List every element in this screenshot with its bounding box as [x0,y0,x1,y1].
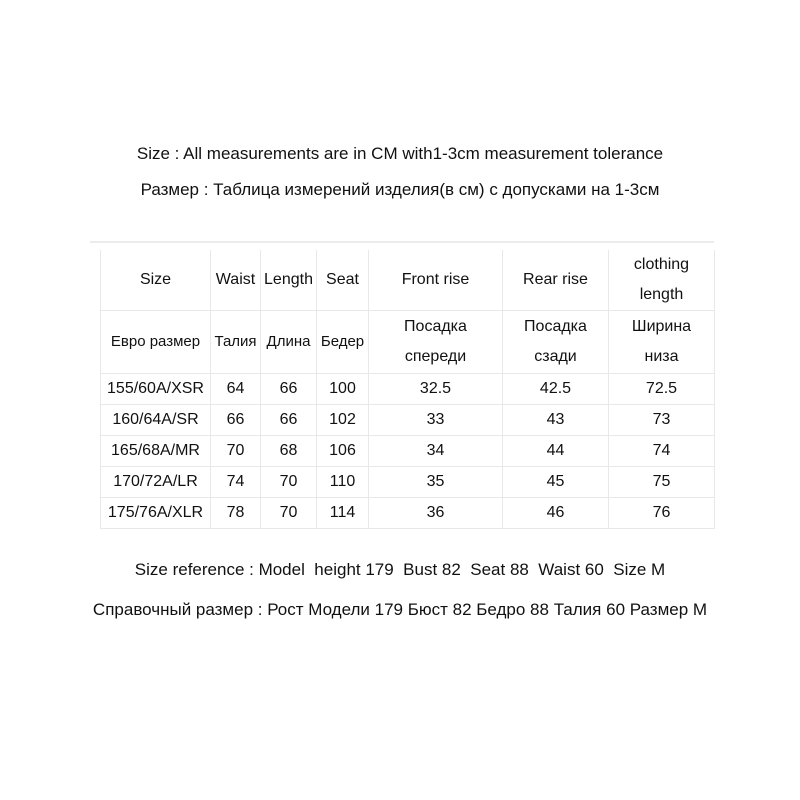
cell-waist: 74 [211,467,261,498]
cell-size: 165/68A/MR [101,436,211,467]
cell-length: 66 [261,405,317,436]
header-size: Size [101,250,211,311]
cell-length: 68 [261,436,317,467]
header-waist: Waist [211,250,261,311]
cell-clothing-length: 74 [609,436,715,467]
header-seat: Seat [317,250,369,311]
cell-length: 70 [261,467,317,498]
header-posadka-szadi-line-2: сзади [534,348,577,365]
size-reference-russian: Справочный размер : Рост Модели 179 Бюст 82 Бедро 88 Талия 60 Размер M [92,600,708,619]
header-shirina-niza-line-2: низа [644,348,679,365]
cell-clothing-length: 76 [609,498,715,529]
cell-length: 70 [261,498,317,529]
cell-rear-rise: 45 [503,467,609,498]
cell-seat: 102 [317,405,369,436]
cell-waist: 78 [211,498,261,529]
cell-size: 175/76A/XLR [101,498,211,529]
cell-waist: 64 [211,374,261,405]
cell-rear-rise: 42.5 [503,374,609,405]
title-english: Size : All measurements are in CM with1-3cm measurement tolerance [136,144,664,163]
header-clothing-length [609,250,715,311]
header-beder: Бедер [317,311,369,374]
divider [90,241,714,243]
header-length: Length [261,250,317,311]
header-dlina: Длина [261,311,317,374]
cell-clothing-length: 75 [609,467,715,498]
table-row [101,436,715,467]
header-shirina-niza [609,311,715,374]
table-header-row-russian [101,311,715,374]
cell-rear-rise: 44 [503,436,609,467]
size-reference-english: Size reference : Model height 179 Bust 82 Seat 88 Waist 60 Size M [134,560,666,579]
cell-front-rise: 35 [369,467,503,498]
cell-clothing-length: 72.5 [609,374,715,405]
cell-waist: 70 [211,436,261,467]
header-euro-size: Евро размер [101,311,211,374]
cell-seat: 114 [317,498,369,529]
header-taliya: Талия [211,311,261,374]
cell-clothing-length: 73 [609,405,715,436]
header-clothing-length-line-2: length [639,286,684,303]
header-posadka-speredi-line-2: спереди [404,348,467,365]
table-row [101,498,715,529]
cell-rear-rise: 46 [503,498,609,529]
header-rear-rise: Rear rise [503,250,609,311]
title-russian: Размер : Таблица измерений изделия(в см) с допусками на 1-3см [140,180,660,199]
cell-seat: 100 [317,374,369,405]
header-front-rise: Front rise [369,250,503,311]
cell-front-rise: 33 [369,405,503,436]
cell-front-rise: 36 [369,498,503,529]
cell-seat: 110 [317,467,369,498]
header-posadka-speredi [369,311,503,374]
header-posadka-szadi [503,311,609,374]
header-shirina-niza-line-1: Ширина [631,318,692,335]
cell-front-rise: 34 [369,436,503,467]
cell-size: 170/72A/LR [101,467,211,498]
cell-seat: 106 [317,436,369,467]
table-row [101,374,715,405]
header-clothing-length-line-1: clothing [633,256,690,273]
table-row [101,405,715,436]
table-row [101,467,715,498]
cell-size: 160/64A/SR [101,405,211,436]
header-posadka-szadi-line-1: Посадка [524,318,587,335]
cell-waist: 66 [211,405,261,436]
table-header-row-english [101,250,715,311]
header-posadka-speredi-line-1: Посадка [404,318,467,335]
size-table [100,250,715,529]
cell-size: 155/60A/XSR [101,374,211,405]
cell-length: 66 [261,374,317,405]
cell-front-rise: 32.5 [369,374,503,405]
cell-rear-rise: 43 [503,405,609,436]
